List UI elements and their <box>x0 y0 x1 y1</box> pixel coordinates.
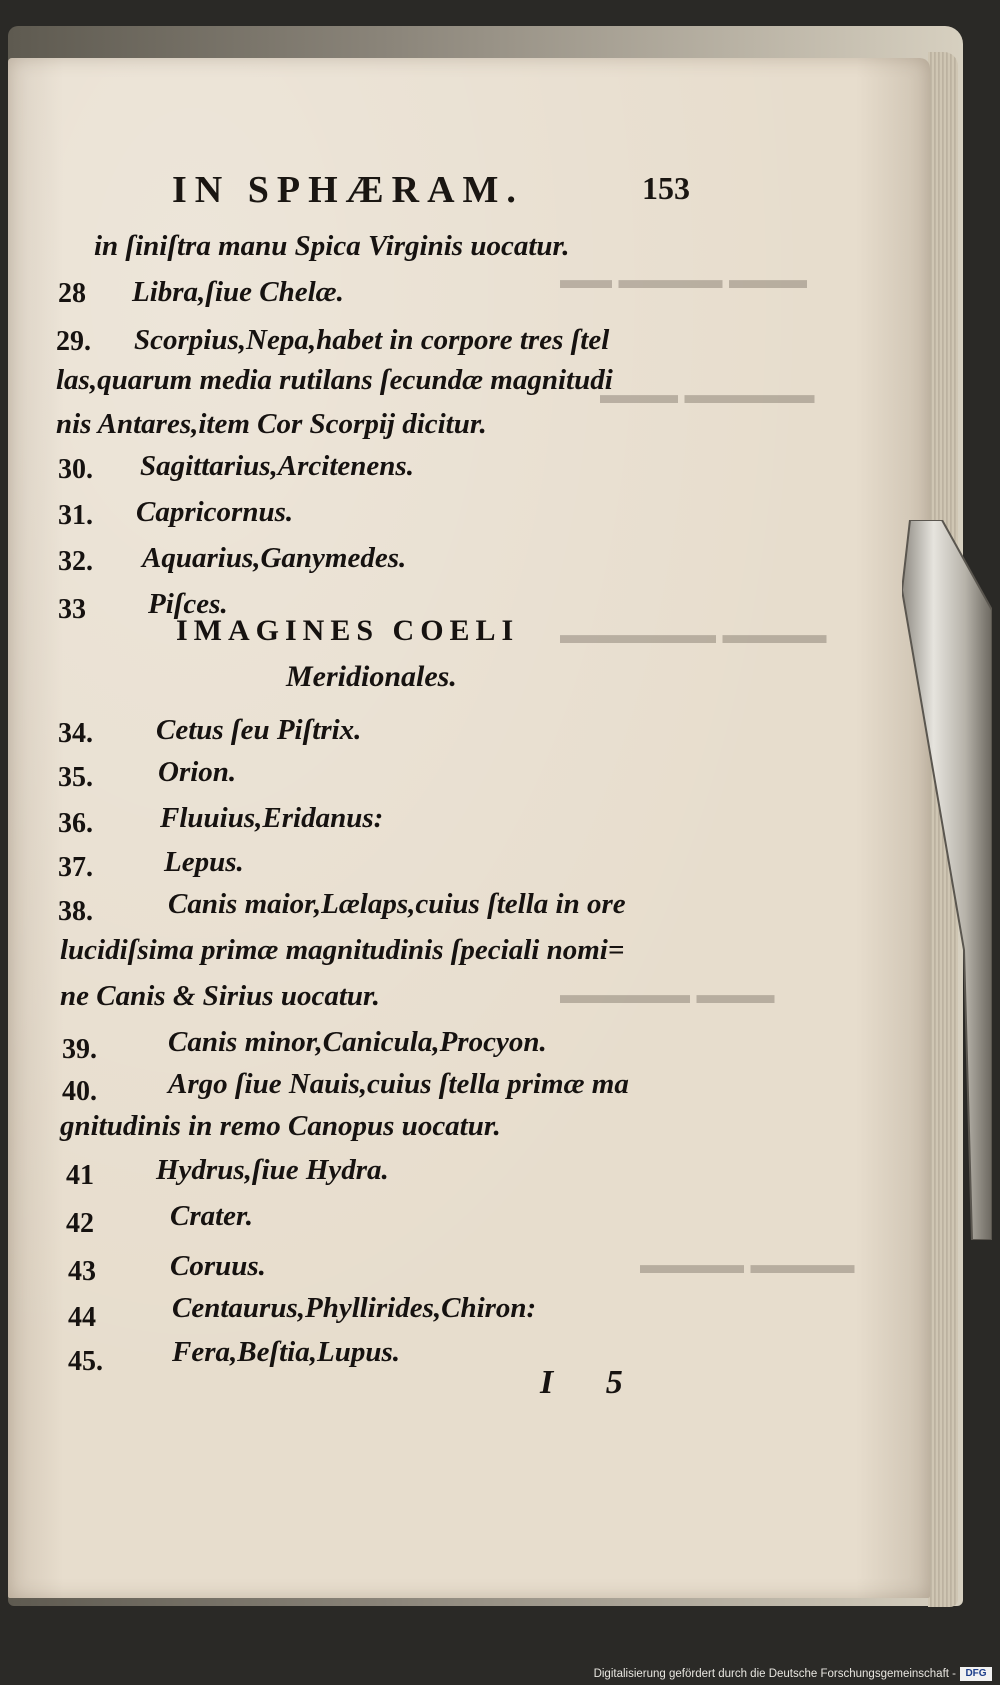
text-line: gnitudinis in remo Canopus uocatur. <box>60 1110 501 1142</box>
text-line: Coruus. <box>170 1250 266 1282</box>
text-line: lucidiſsima primæ magnitudinis ſpeciali nomi= <box>60 934 625 966</box>
entry-number: 31. <box>58 500 93 531</box>
entry-number: 34. <box>58 718 93 749</box>
text-line: Canis maior,Lælaps,cuius ſtella in ore <box>168 888 626 920</box>
bleed-through: ▬▬▬▬ ▬▬▬▬ <box>640 1250 855 1279</box>
bleed-through: ▬▬▬▬▬ ▬▬▬ <box>600 380 815 409</box>
digitization-credit: Digitalisierung gefördert durch die Deutsche Forschungsgemeinschaft - <box>593 1668 956 1680</box>
running-head: IN SPHÆRAM. <box>172 169 524 211</box>
section-title: IMAGINES COELI <box>176 614 520 647</box>
text-line: Argo ſiue Nauis,cuius ſtella primæ ma <box>168 1068 629 1100</box>
text-line: Canis minor,Canicula,Procyon. <box>168 1026 547 1058</box>
text-line: nis Antares,item Cor Scorpij dicitur. <box>56 408 487 440</box>
entry-number: 42 <box>66 1208 94 1239</box>
entry-number: 35. <box>58 762 93 793</box>
entry-number: 36. <box>58 808 93 839</box>
text-line: Orion. <box>158 756 237 788</box>
entry-number: 40. <box>62 1076 97 1107</box>
entry-number: 41 <box>66 1160 94 1191</box>
bleed-through: ▬▬▬▬ ▬▬▬▬▬▬ <box>560 620 827 649</box>
entry-number: 37. <box>58 852 93 883</box>
text-line: Lepus. <box>164 846 244 878</box>
text-line: Capricornus. <box>136 496 294 528</box>
text-line: Scorpius,Nepa,habet in corpore tres ſtel <box>134 324 610 356</box>
text-line: Hydrus,ſiue Hydra. <box>156 1154 389 1186</box>
page-number: 153 <box>642 170 690 206</box>
bleed-through: ▬▬▬ ▬▬▬▬ ▬▬ <box>560 265 807 294</box>
text-line: Crater. <box>170 1200 253 1232</box>
page-clamp-icon <box>902 520 992 1240</box>
text-line: Fera,Beſtia,Lupus. <box>172 1336 400 1368</box>
text-line: Sagittarius,Arcitenens. <box>140 450 414 482</box>
bleed-through: ▬▬▬ ▬▬▬▬▬ <box>560 980 775 1009</box>
dfg-logo: DFG <box>960 1667 992 1681</box>
entry-number: 45. <box>68 1346 103 1377</box>
text-line: Piſces. <box>148 588 228 620</box>
entry-number: 33 <box>58 594 86 625</box>
text-line: las,quarum media rutilans ſecundæ magnitudi <box>56 364 613 396</box>
entry-number: 32. <box>58 546 93 577</box>
signature-mark: I 5 <box>540 1364 645 1401</box>
entry-number: 28 <box>58 278 86 309</box>
text-line: Aquarius,Ganymedes. <box>142 542 407 574</box>
text-line: ne Canis & Sirius uocatur. <box>60 980 380 1012</box>
text-line: Libra,ſiue Chelæ. <box>132 276 344 308</box>
text-line: Fluuius,Eridanus: <box>160 802 384 834</box>
entry-number: 30. <box>58 454 93 485</box>
text-line: Cetus ſeu Piſtrix. <box>156 714 362 746</box>
section-subtitle: Meridionales. <box>286 660 457 693</box>
entry-number: 44 <box>68 1302 96 1333</box>
entry-number: 43 <box>68 1256 96 1287</box>
text-line: Centaurus,Phyllirides,Chiron: <box>172 1292 537 1324</box>
entry-number: 39. <box>62 1034 97 1065</box>
entry-number: 38. <box>58 896 93 927</box>
text-line: in ſiniſtra manu Spica Virginis uocatur. <box>94 230 570 262</box>
entry-number: 29. <box>56 326 91 357</box>
